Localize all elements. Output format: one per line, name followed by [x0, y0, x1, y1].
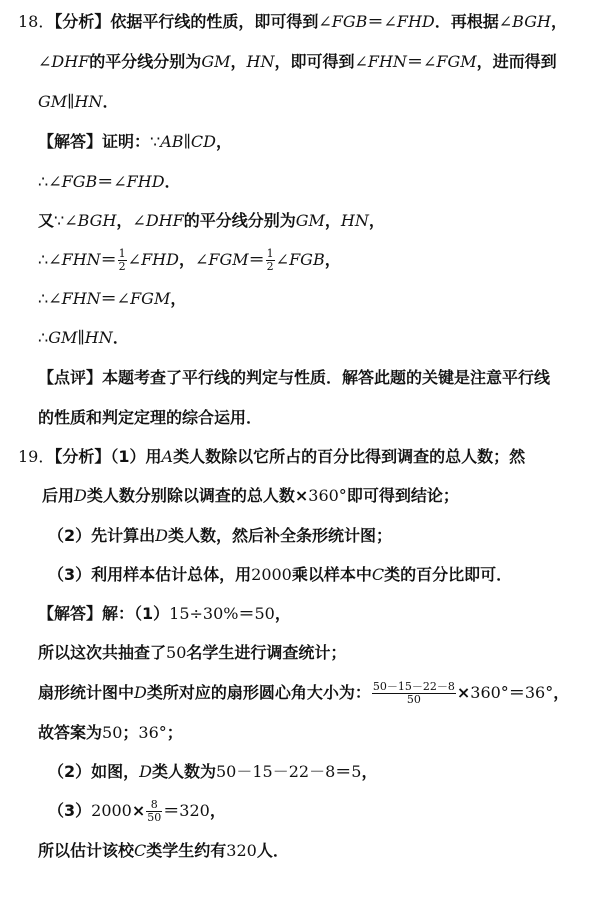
- text-line: [0, 560, 611, 590]
- math-expression: ∠FHN: [354, 52, 407, 71]
- fraction: [118, 248, 127, 273]
- text-run: 即可得到结论；: [346, 486, 459, 505]
- text-run: ＝: [238, 604, 255, 623]
- text-run: ，: [553, 683, 570, 702]
- text-run: ，: [215, 132, 232, 151]
- fraction-denominator: 2: [266, 260, 274, 273]
- math-expression: HN: [246, 52, 275, 71]
- math-expression: A: [161, 447, 174, 466]
- text-run: 【分析】依据平行线的性质，即可得到: [54, 12, 319, 31]
- math-expression: GM∥HN: [48, 328, 113, 347]
- number-text: 36°: [524, 683, 554, 702]
- text-run: ；: [166, 723, 183, 742]
- text-run: ×: [456, 683, 471, 702]
- text-line: [0, 7, 611, 37]
- text-run: 名学生进行调查统计；: [186, 643, 347, 662]
- text-run: ＝: [100, 250, 117, 269]
- math-expression: ∠FGB: [275, 250, 325, 269]
- text-run: 类学生约有: [146, 841, 227, 860]
- number-text: 360°: [470, 683, 509, 702]
- math-expression: AB∥CD: [160, 132, 216, 151]
- text-line: [0, 206, 611, 236]
- math-expression: ∠FHN: [48, 250, 101, 269]
- math-expression: GM: [201, 52, 231, 71]
- number-text: 5: [351, 762, 362, 781]
- fraction-denominator: 50: [147, 811, 162, 824]
- math-expression: D: [155, 526, 168, 545]
- text-run: 又: [38, 211, 55, 230]
- math-expression: ∠BGH: [64, 211, 117, 230]
- text-run: 类人数为: [151, 762, 216, 781]
- math-expression: ∠FHD: [383, 12, 435, 31]
- text-run: ＝: [508, 683, 525, 702]
- text-run: ＝: [100, 289, 117, 308]
- text-run: 【解答】解：（1）: [38, 604, 170, 623]
- fraction-numerator: 8: [146, 799, 162, 812]
- math-expression: C: [371, 565, 385, 584]
- text-run: ．: [112, 328, 129, 347]
- text-run: ；: [122, 723, 139, 742]
- fraction-numerator: 1: [266, 247, 274, 260]
- text-line: [0, 481, 611, 511]
- number-text: 360°: [308, 486, 347, 505]
- text-run: ，: [324, 250, 341, 269]
- text-run: 类的百分比即可．: [384, 565, 513, 584]
- text-line: [0, 167, 611, 197]
- number-text: 2000: [251, 565, 292, 584]
- text-line: [0, 442, 611, 472]
- fraction-numerator: 50－15－22－8: [372, 680, 455, 693]
- text-run: ，: [209, 801, 226, 820]
- number-text: 18．: [18, 12, 55, 31]
- text-line: [0, 363, 611, 393]
- text-line: [0, 836, 611, 866]
- fraction: [266, 248, 275, 273]
- text-run: 类人数，然后补全条形统计图；: [167, 526, 392, 545]
- text-run: 扇形统计图中: [38, 683, 135, 702]
- text-run: （2）先计算出: [48, 526, 156, 545]
- text-line: [0, 87, 611, 117]
- text-run: 的平分线分别为: [89, 52, 202, 71]
- text-run: ＝: [406, 52, 423, 71]
- number-text: 19．: [18, 447, 55, 466]
- math-expression: ∠DHF: [38, 52, 90, 71]
- math-expression: D: [139, 762, 152, 781]
- text-run: 乘以样本中: [291, 565, 372, 584]
- number-text: 50: [254, 604, 275, 623]
- text-line: [0, 403, 611, 433]
- text-run: ，: [170, 289, 187, 308]
- text-run: ，: [324, 211, 341, 230]
- text-run: （2）如图，: [48, 762, 140, 781]
- math-expression: ∠FGM: [194, 250, 249, 269]
- text-run: ＝: [163, 801, 180, 820]
- text-run: 类人数除以它所占的百分比得到调查的总人数；然: [173, 447, 526, 466]
- number-text: ∵: [150, 132, 161, 151]
- number-text: ∴: [38, 289, 49, 308]
- text-run: 【分析】（1）用: [54, 447, 162, 466]
- text-line: [0, 757, 611, 787]
- text-run: ×: [131, 801, 146, 820]
- number-text: ∴: [38, 172, 49, 191]
- text-run: ．再根据: [434, 12, 499, 31]
- number-text: 15÷30%: [169, 604, 239, 623]
- text-run: 类所对应的扇形圆心角大小为：: [146, 683, 371, 702]
- text-run: 故答案为: [38, 723, 103, 742]
- number-text: ∴: [38, 250, 49, 269]
- text-line: [0, 718, 611, 748]
- text-line: [0, 127, 611, 157]
- text-run: 【解答】证明：: [38, 132, 151, 151]
- text-run: ，: [550, 12, 567, 31]
- text-run: ，即可得到: [274, 52, 355, 71]
- number-text: 36°: [138, 723, 167, 742]
- text-run: ＝: [367, 12, 384, 31]
- math-expression: ∠FGB: [48, 172, 98, 191]
- math-expression: GM: [295, 211, 325, 230]
- text-run: ．: [102, 92, 119, 111]
- text-run: ，: [116, 211, 133, 230]
- number-text: 320: [179, 801, 210, 820]
- fraction-denominator: 2: [118, 260, 126, 273]
- text-run: ＝: [97, 172, 114, 191]
- fraction-numerator: 1: [118, 247, 126, 260]
- text-line: [0, 521, 611, 551]
- text-run: ，: [361, 762, 378, 781]
- text-line: [0, 796, 611, 826]
- math-expression: ∠DHF: [132, 211, 184, 230]
- number-text: 2000: [91, 801, 132, 820]
- text-run: ＝: [248, 250, 265, 269]
- number-text: 320: [226, 841, 257, 860]
- text-line: [0, 284, 611, 314]
- text-run: 人．: [256, 841, 289, 860]
- text-run: （3）利用样本估计总体，用: [48, 565, 252, 584]
- text-run: ，: [368, 211, 385, 230]
- math-expression: D: [74, 486, 87, 505]
- text-run: 的平分线分别为: [183, 211, 296, 230]
- text-run: 所以这次共抽查了: [38, 643, 167, 662]
- math-expression: GM∥HN: [38, 92, 103, 111]
- math-expression: ∠BGH: [498, 12, 551, 31]
- math-expression: ∠FGB: [318, 12, 368, 31]
- text-line: [0, 678, 611, 708]
- text-run: ，: [178, 250, 195, 269]
- text-run: 【点评】本题考查了平行线的判定与性质．解答此题的关键是注意平行线: [38, 368, 551, 387]
- text-run: ＝: [335, 762, 352, 781]
- text-run: 的性质和判定定理的综合运用．: [38, 408, 263, 427]
- number-text: ∴: [38, 328, 49, 347]
- number-text: ∵: [54, 211, 65, 230]
- text-run: 后用: [42, 486, 75, 505]
- text-run: （3）: [48, 801, 92, 820]
- text-line: [0, 47, 611, 77]
- math-expression: ∠FHN: [48, 289, 101, 308]
- text-run: ．: [164, 172, 181, 191]
- text-run: 类人数分别除以调查的总人数×: [86, 486, 309, 505]
- text-run: 所以估计该校: [38, 841, 135, 860]
- math-expression: ∠FGM: [116, 289, 171, 308]
- math-expression: ∠FHD: [113, 172, 165, 191]
- math-expression: HN: [340, 211, 369, 230]
- math-expression: ∠FHD: [127, 250, 179, 269]
- math-expression: C: [134, 841, 147, 860]
- number-text: 50－15－22－8: [215, 762, 336, 781]
- text-line: [0, 638, 611, 668]
- text-run: ，进而得到: [476, 52, 557, 71]
- number-text: 50: [166, 643, 187, 662]
- text-line: [0, 323, 611, 353]
- text-line: [0, 245, 611, 275]
- text-run: ，: [274, 604, 291, 623]
- text-run: ，: [230, 52, 247, 71]
- fraction-denominator: 50: [406, 693, 421, 706]
- number-text: 50: [102, 723, 123, 742]
- fraction: [372, 681, 456, 706]
- fraction: [146, 799, 162, 824]
- math-expression: ∠FGM: [422, 52, 477, 71]
- math-expression: D: [134, 683, 147, 702]
- text-line: [0, 599, 611, 629]
